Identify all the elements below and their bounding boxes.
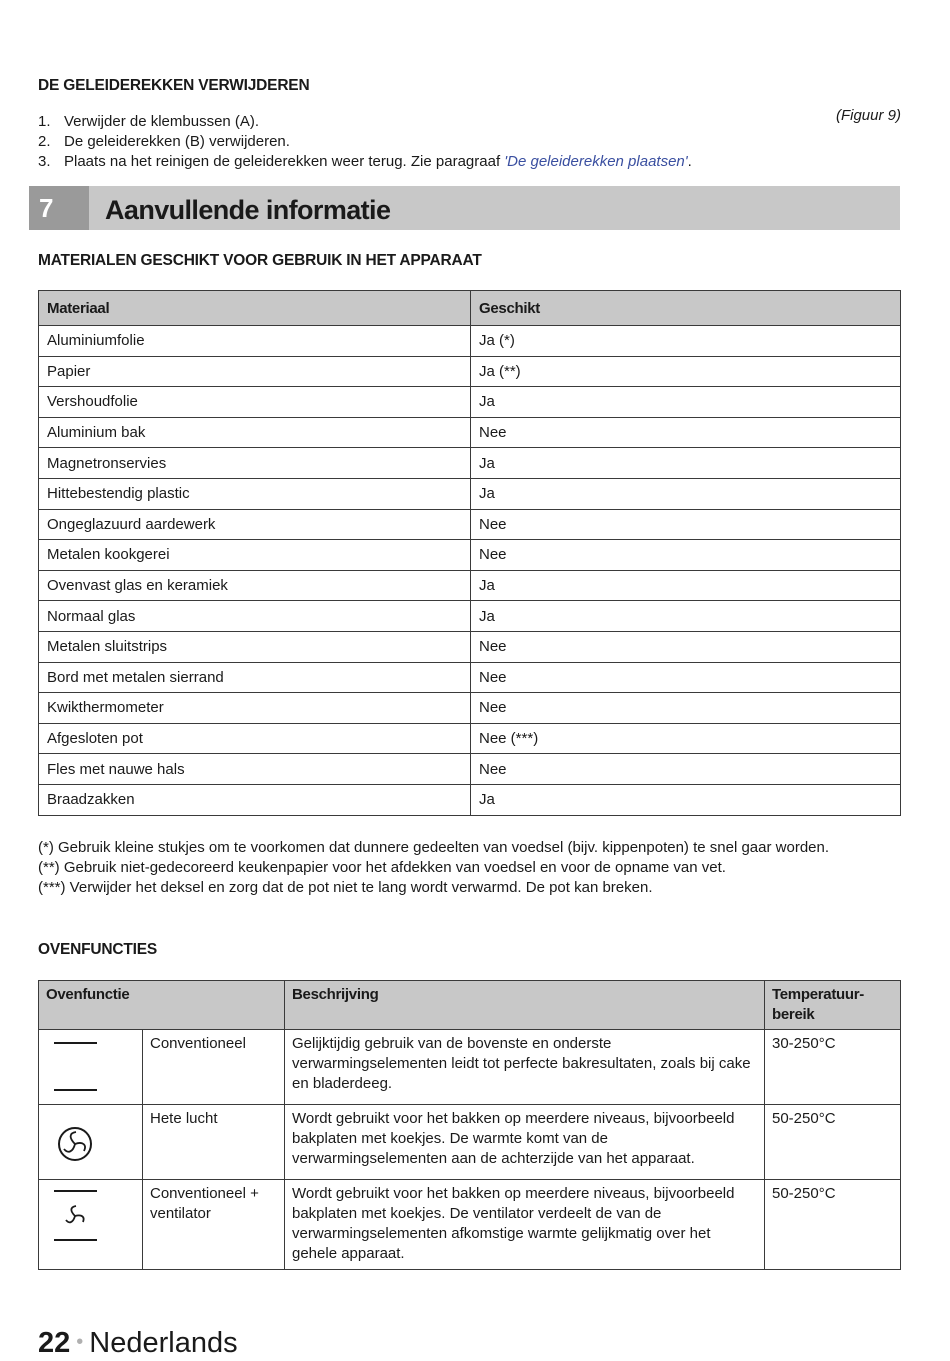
list-item: 2. De geleiderekken (B) verwijderen. <box>38 133 290 150</box>
section-heading-oven-functions: OVENFUNCTIES <box>38 941 158 958</box>
cross-reference-link[interactable]: 'De geleiderekken plaatsen' <box>504 153 688 170</box>
column-header-function: Ovenfunctie <box>39 981 285 1030</box>
materials-table <box>38 290 901 816</box>
figure-reference: (Figuur 9) <box>835 107 901 124</box>
page-number: 22 <box>38 1327 71 1359</box>
table-row <box>39 784 901 815</box>
column-header-suitable: Geschikt <box>471 291 901 326</box>
oven-functions-table <box>38 980 901 1270</box>
table-row <box>39 356 901 387</box>
suitable-cell: Nee <box>471 509 901 540</box>
table-header-row <box>39 981 901 1030</box>
table-row <box>39 631 901 662</box>
chapter-banner <box>29 186 900 230</box>
function-name: Conventioneel <box>143 1030 285 1105</box>
table-row <box>39 662 901 693</box>
function-name: Hete lucht <box>143 1105 285 1180</box>
table-row <box>39 387 901 418</box>
material-cell: Hittebestendig plastic <box>39 478 471 509</box>
suitable-cell: Ja <box>471 784 901 815</box>
steps-list <box>38 112 858 172</box>
footer-separator: • <box>76 1331 84 1353</box>
column-header-material: Materiaal <box>39 291 471 326</box>
section-heading-remove-racks: DE GELEIDEREKKEN VERWIJDEREN <box>38 77 310 94</box>
suitable-cell: Ja <box>471 448 901 479</box>
table-header-row <box>39 291 901 326</box>
table-row <box>39 570 901 601</box>
table-row <box>39 1105 901 1180</box>
suitable-cell: Nee <box>471 540 901 571</box>
table-row <box>39 754 901 785</box>
function-temperature: 30-250°C <box>765 1030 901 1105</box>
table-row <box>39 417 901 448</box>
suitable-cell: Ja (**) <box>471 356 901 387</box>
material-cell: Afgesloten pot <box>39 723 471 754</box>
table-row <box>39 1030 901 1105</box>
function-description: Wordt gebruikt voor het bakken op meerdere niveaus, bijvoorbeeld bakplaten met koekjes. De warmte komt van de verwarmingselementen aan de achterzijde van het apparaat. <box>285 1105 765 1180</box>
material-cell: Metalen kookgerei <box>39 540 471 571</box>
list-item: 3. Plaats na het reinigen de geleiderekken weer terug. Zie paragraaf 'De geleiderekken plaatsen'. <box>38 153 692 170</box>
suitable-cell: Nee <box>471 662 901 693</box>
material-cell: Aluminiumfolie <box>39 326 471 357</box>
materials-notes <box>38 838 898 898</box>
suitable-cell: Nee <box>471 631 901 662</box>
suitable-cell: Ja (*) <box>471 326 901 357</box>
suitable-cell: Nee <box>471 754 901 785</box>
footnote-3: (***) Verwijder het deksel en zorg dat de pot niet te lang wordt verwarmd. De pot kan breken. <box>38 879 653 896</box>
table-row <box>39 723 901 754</box>
conventional-heating-icon <box>39 1030 143 1105</box>
suitable-cell: Ja <box>471 478 901 509</box>
footnote-2: (**) Gebruik niet-gedecoreerd keukenpapier voor het afdekken van voedsel en voor de opname van vet. <box>38 859 726 876</box>
suitable-cell: Ja <box>471 570 901 601</box>
hot-air-fan-icon <box>39 1105 143 1180</box>
table-row <box>39 693 901 724</box>
footnote-1: (*) Gebruik kleine stukjes om te voorkomen dat dunnere gedeelten van voedsel (bijv. kippenpoten) te snel gaar worden. <box>38 839 830 856</box>
suitable-cell: Ja <box>471 601 901 632</box>
chapter-title: Aanvullende informatie <box>105 195 391 225</box>
function-description: Wordt gebruikt voor het bakken op meerdere niveaus, bijvoorbeeld bakplaten met koekjes. De ventilator verdeelt de van de verwarmingselementen afkomstige warmte gelijkmatig over het gehele apparaat. <box>285 1180 765 1270</box>
list-item: 1. Verwijder de klembussen (A). <box>38 113 260 130</box>
function-description: Gelijktijdig gebruik van de bovenste en onderste verwarmingselementen leidt tot perfecte bakresultaten, zoals bij cake en bladerdeeg. <box>285 1030 765 1105</box>
function-name: Conventioneel + ventilator <box>143 1180 285 1270</box>
material-cell: Aluminium bak <box>39 417 471 448</box>
table-row <box>39 448 901 479</box>
material-cell: Ovenvast glas en keramiek <box>39 570 471 601</box>
section-heading-materials: MATERIALEN GESCHIKT VOOR GEBRUIK IN HET APPARAAT <box>38 252 482 269</box>
table-row <box>39 326 901 357</box>
function-temperature: 50-250°C <box>765 1105 901 1180</box>
suitable-cell: Nee <box>471 693 901 724</box>
material-cell: Magnetronservies <box>39 448 471 479</box>
material-cell: Normaal glas <box>39 601 471 632</box>
material-cell: Metalen sluitstrips <box>39 631 471 662</box>
table-row <box>39 509 901 540</box>
column-header-temperature: Temperatuur- bereik <box>765 981 901 1030</box>
conventional-fan-icon <box>39 1180 143 1270</box>
material-cell: Vershoudfolie <box>39 387 471 418</box>
material-cell: Bord met metalen sierrand <box>39 662 471 693</box>
material-cell: Kwikthermometer <box>39 693 471 724</box>
material-cell: Braadzakken <box>39 784 471 815</box>
suitable-cell: Nee <box>471 417 901 448</box>
material-cell: Papier <box>39 356 471 387</box>
table-row <box>39 478 901 509</box>
function-temperature: 50-250°C <box>765 1180 901 1270</box>
table-row <box>39 601 901 632</box>
chapter-number: 7 <box>29 186 89 230</box>
suitable-cell: Nee (***) <box>471 723 901 754</box>
table-row <box>39 1180 901 1270</box>
suitable-cell: Ja <box>471 387 901 418</box>
material-cell: Fles met nauwe hals <box>39 754 471 785</box>
footer-language: Nederlands <box>89 1327 238 1359</box>
page-footer <box>38 1324 238 1361</box>
column-header-description: Beschrijving <box>285 981 765 1030</box>
table-row <box>39 540 901 571</box>
material-cell: Ongeglazuurd aardewerk <box>39 509 471 540</box>
